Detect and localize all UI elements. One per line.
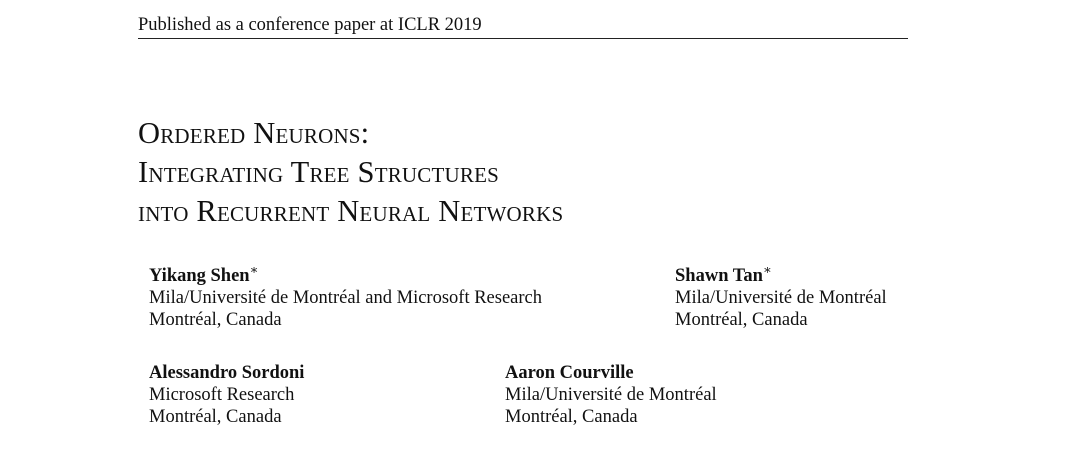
author-location: Montréal, Canada	[505, 407, 638, 427]
author-name: Aaron Courville	[505, 363, 634, 383]
author-affiliation: Mila/Université de Montréal	[505, 385, 717, 405]
author-name-line	[149, 362, 304, 384]
equal-contribution-mark: ∗	[249, 261, 259, 277]
author-name-line	[505, 362, 717, 384]
author-affiliation: Mila/Université de Montréal	[675, 288, 887, 308]
author-block-aaron-courville	[505, 362, 717, 428]
author-name: Alessandro Sordoni	[149, 363, 305, 383]
author-affiliation: Mila/Université de Montréal and Microsoft Research	[149, 288, 543, 308]
author-block-shawn-tan	[675, 261, 887, 331]
running-header	[138, 14, 908, 39]
equal-contribution-mark: ∗	[762, 261, 772, 277]
author-affiliation: Microsoft Research	[149, 385, 295, 405]
author-block-yikang-shen	[149, 261, 543, 331]
author-location: Montréal, Canada	[149, 310, 282, 330]
title-line-1: Ordered Neurons:	[138, 116, 370, 150]
author-name: Shawn Tan	[675, 266, 763, 286]
author-name-line	[149, 261, 542, 287]
title-line-2: Integrating Tree Structures	[138, 155, 500, 189]
paper-title	[138, 114, 563, 231]
author-block-alessandro-sordoni	[149, 362, 304, 428]
author-name: Yikang Shen	[149, 266, 250, 286]
author-name-line	[675, 261, 887, 287]
author-location: Montréal, Canada	[149, 407, 282, 427]
title-line-3: into Recurrent Neural Networks	[138, 194, 564, 228]
author-location: Montréal, Canada	[675, 310, 808, 330]
running-header-text: Published as a conference paper at ICLR 2019	[138, 15, 482, 35]
